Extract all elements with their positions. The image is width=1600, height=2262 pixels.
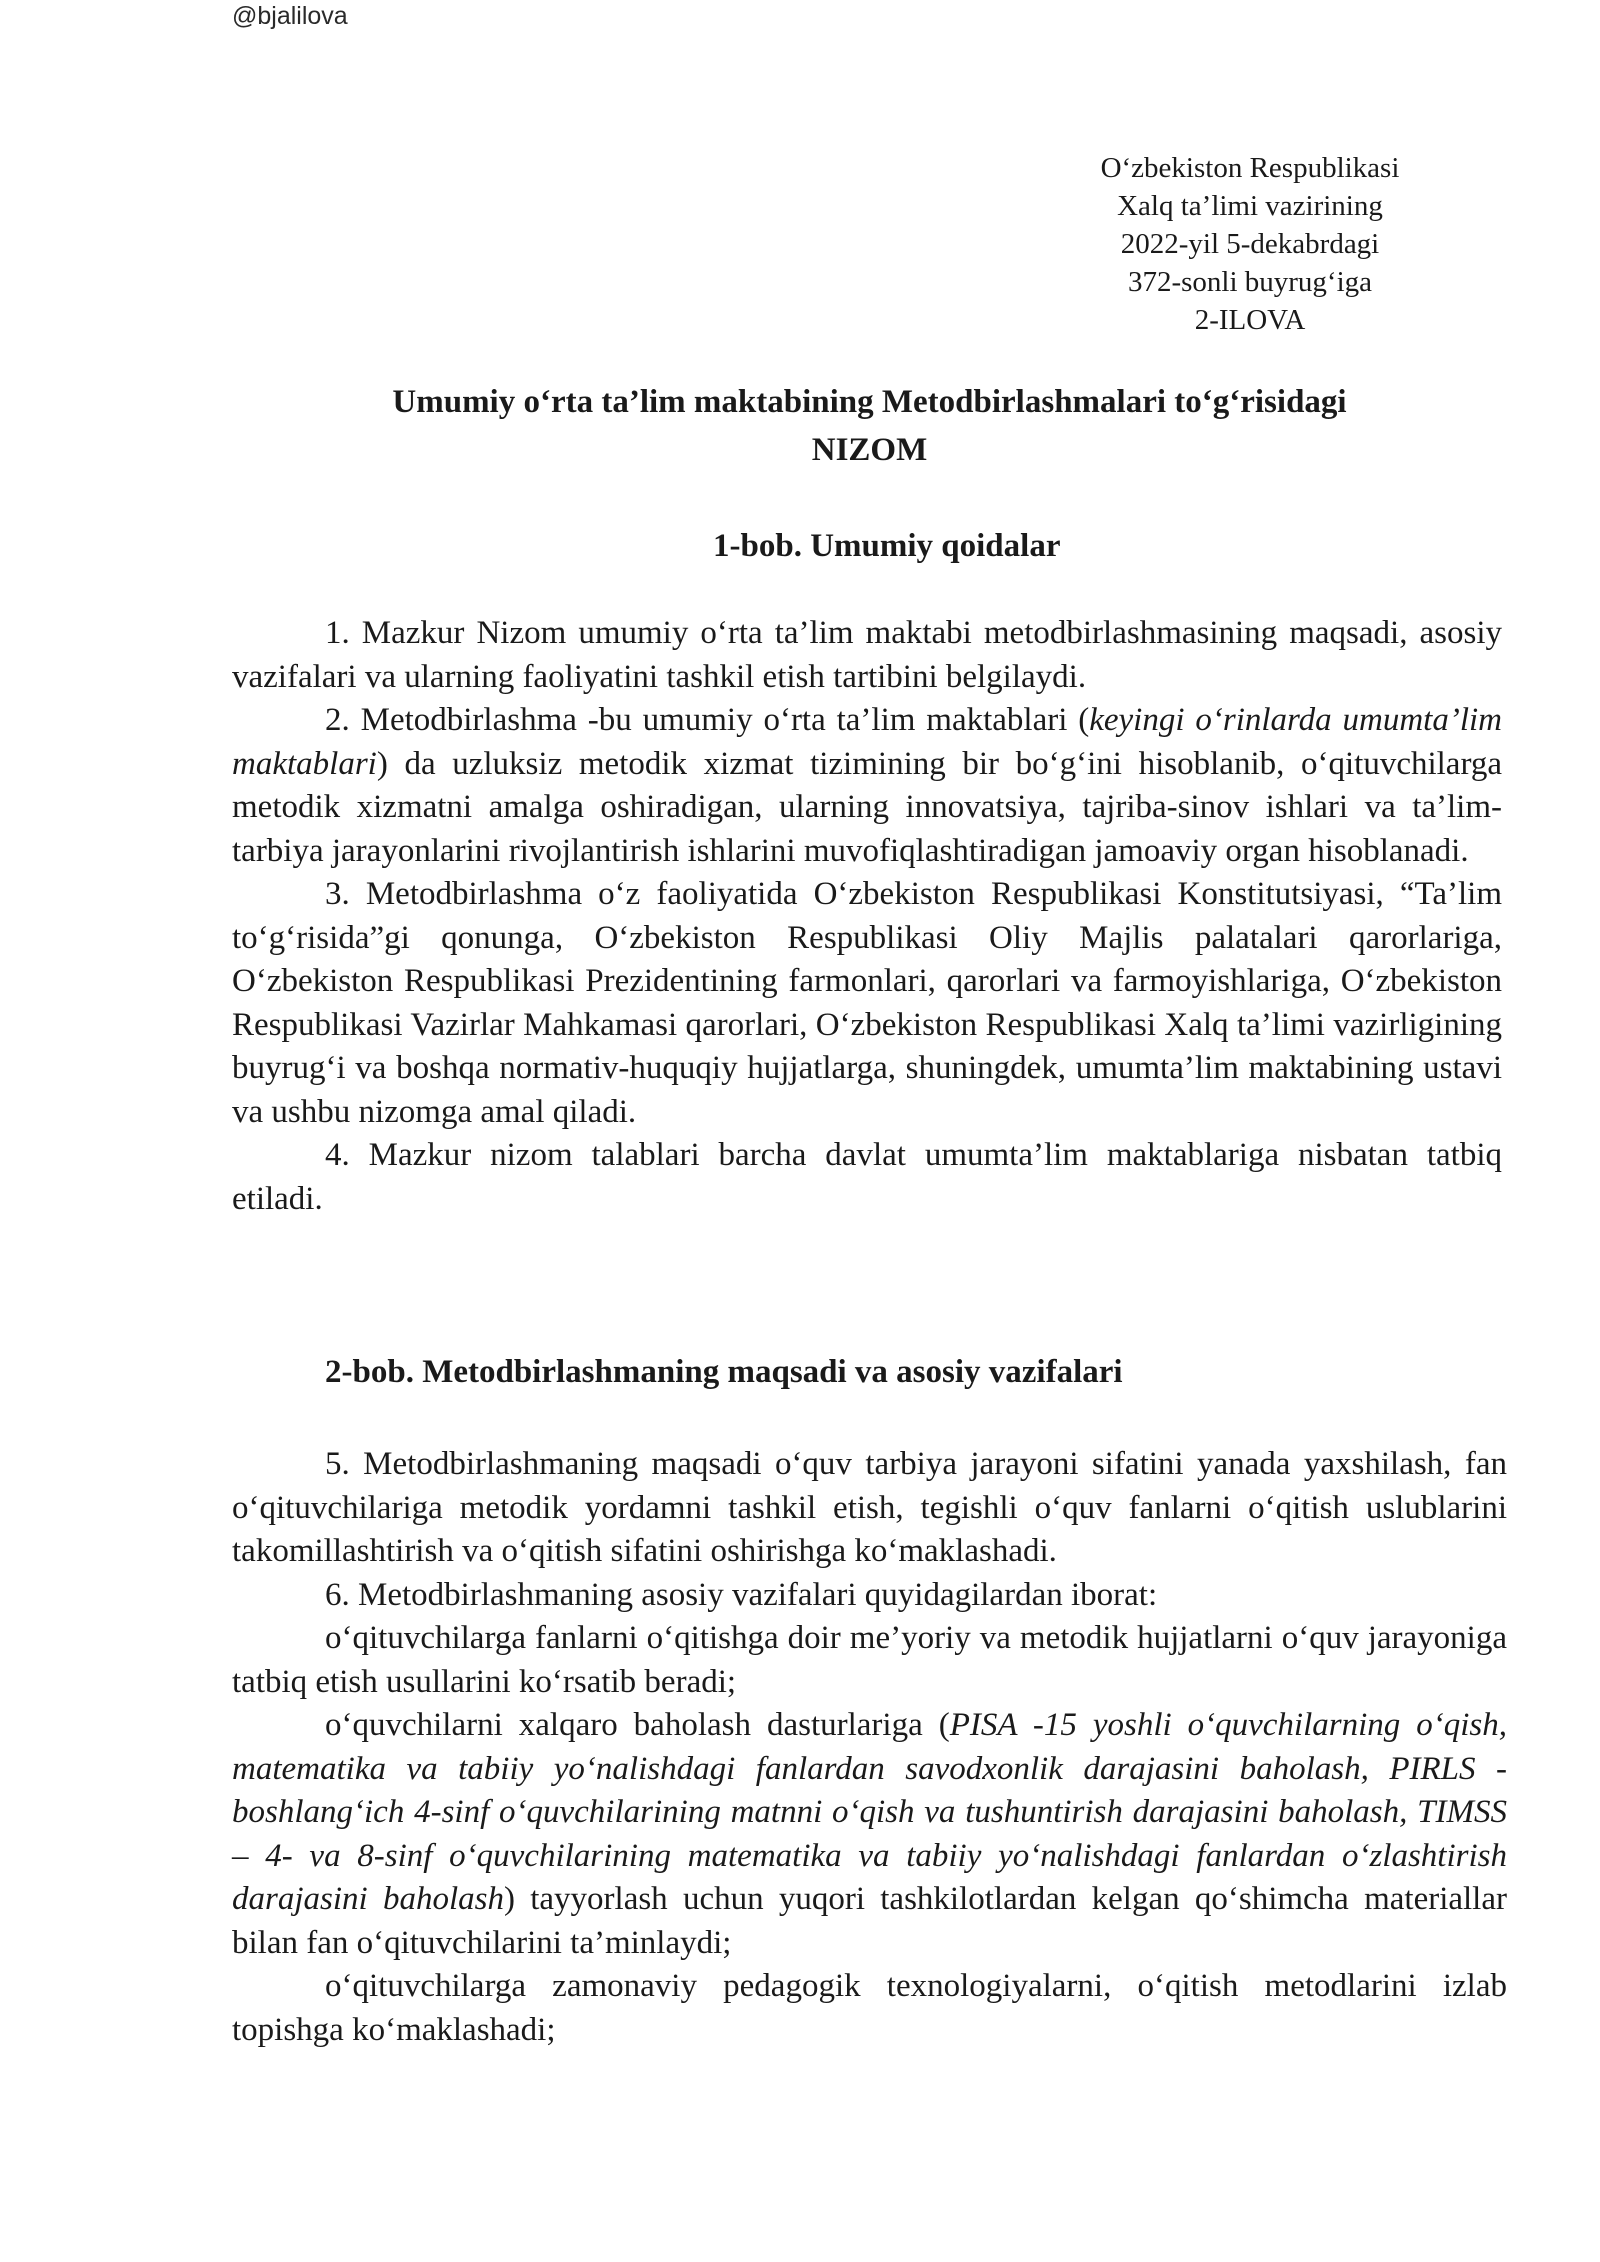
list-item-italic: PISA -15 yoshli o‘quvchilarning o‘qish, matematika va tabiiy yo‘nalishdagi fanlardan savodxonlik darajasini baholash, PIRLS -boshlang‘ich 4-sinf o‘quvchilarining matnni o‘qish va tushuntirish darajasini baholash, TIMSS – 4- va 8-sinf o‘quvchilarining matematika va tabiiy yo‘nalishdagi fanlardan o‘zlashtirish darajasini baholash bbox=[232, 1707, 1508, 1917]
list-item bbox=[232, 1704, 1507, 1965]
list-item: o‘qituvchilarga fanlarni o‘qitishga doir me’yoriy va metodik hujjatlarni o‘quv jarayoniga tatbiq etish usullarini ko‘rsatib beradi; bbox=[232, 1620, 1507, 1700]
title-line: Umumiy o‘rta ta’lim maktabining Metodbirlashmalari to‘g‘risidagi bbox=[392, 384, 1347, 420]
chapter-2-body bbox=[232, 1443, 1507, 2052]
approval-line: 2-ILOVA bbox=[1194, 304, 1306, 336]
document-title bbox=[232, 378, 1507, 474]
list-item: o‘qituvchilarga zamonaviy pedagogik texnologiyalarni, o‘qitish metodlarini izlab topishga ko‘maklashadi; bbox=[232, 1968, 1507, 2048]
paragraph-2-italic: keyingi o‘rinlarda umumta’lim maktablari bbox=[232, 702, 1502, 782]
paragraph-2 bbox=[232, 699, 1502, 873]
paragraph-5: 5. Metodbirlashmaning maqsadi o‘quv tarbiya jarayoni sifatini yanada yaxshilash, fan o‘qituvchilariga metodik yordamni tashkil etish, tegishli o‘quv fanlarni o‘qitish uslublarini takomillashtirish va o‘qitish sifatini oshirishga ko‘maklashadi. bbox=[232, 1446, 1507, 1569]
paragraph-3: 3. Metodbirlashma o‘z faoliyatida O‘zbekiston Respublikasi Konstitutsiyasi, “Ta’lim to‘g‘risida”gi qonunga, O‘zbekiston Respublikasi Oliy Majlis palatalari qarorlariga, O‘zbekiston Respublikasi Prezidentining farmonlari, qarorlari va farmoyishlariga, O‘zbekiston Respublikasi Vazirlar Mahkamasi qarorlari, O‘zbekiston Respublikasi Xalq ta’limi vazirligining buyrug‘i va boshqa normativ-huquqiy hujjatlarga, shuningdek, umumta’lim maktabining ustavi va ushbu nizomga amal qiladi. bbox=[232, 876, 1502, 1130]
approval-stamp-block bbox=[1060, 149, 1440, 339]
list-item-text: ) tayyorlash uchun yuqori tashkilotlardan kelgan qo‘shimcha materiallar bilan fan o‘qituvchilarini ta’minlaydi; bbox=[232, 1881, 1507, 1961]
approval-line: 2022-yil 5-dekabrdagi bbox=[1120, 228, 1380, 260]
title-line: NIZOM bbox=[811, 432, 928, 468]
list-item-text: o‘quvchilarni xalqaro baholash dasturlariga ( bbox=[325, 1707, 950, 1743]
paragraph-4: 4. Mazkur nizom talablari barcha davlat umumta’lim maktablariga nisbatan tatbiq etiladi. bbox=[232, 1137, 1502, 1217]
watermark: @bjalilova bbox=[232, 2, 348, 30]
approval-line: 372-sonli buyrug‘iga bbox=[1127, 266, 1373, 298]
approval-line: Xalq ta’limi vazirining bbox=[1117, 190, 1383, 222]
approval-line: O‘zbekiston Respublikasi bbox=[1100, 152, 1400, 184]
paragraph-6: 6. Metodbirlashmaning asosiy vazifalari quyidagilardan iborat: bbox=[325, 1576, 1158, 1613]
paragraph-1: 1. Mazkur Nizom umumiy o‘rta ta’lim maktabi metodbirlashmasining maqsadi, asosiy vazifalari va ularning faoliyatini tashkil etish tartibini belgilaydi. bbox=[232, 615, 1502, 695]
paragraph-2-text: 2. Metodbirlashma -bu umumiy o‘rta ta’lim maktablari ( bbox=[325, 702, 1090, 738]
chapter-2-heading: 2-bob. Metodbirlashmaning maqsadi va asosiy vazifalari bbox=[325, 1354, 1123, 1390]
paragraph-2-text: ) da uzluksiz metodik xizmat tizimining bir bo‘g‘ini hisoblanib, o‘qituvchilarga metodik xizmatni amalga oshiradigan, ularning innovatsiya, tajriba-sinov ishlari va ta’lim-tarbiya jarayonlarini rivojlantirish ishlarini muvofiqlashtiradigan jamoaviy organ hisoblanadi. bbox=[232, 745, 1502, 869]
chapter-1-heading: 1-bob. Umumiy qoidalar bbox=[713, 528, 1061, 564]
chapter-1-body bbox=[232, 612, 1502, 1221]
